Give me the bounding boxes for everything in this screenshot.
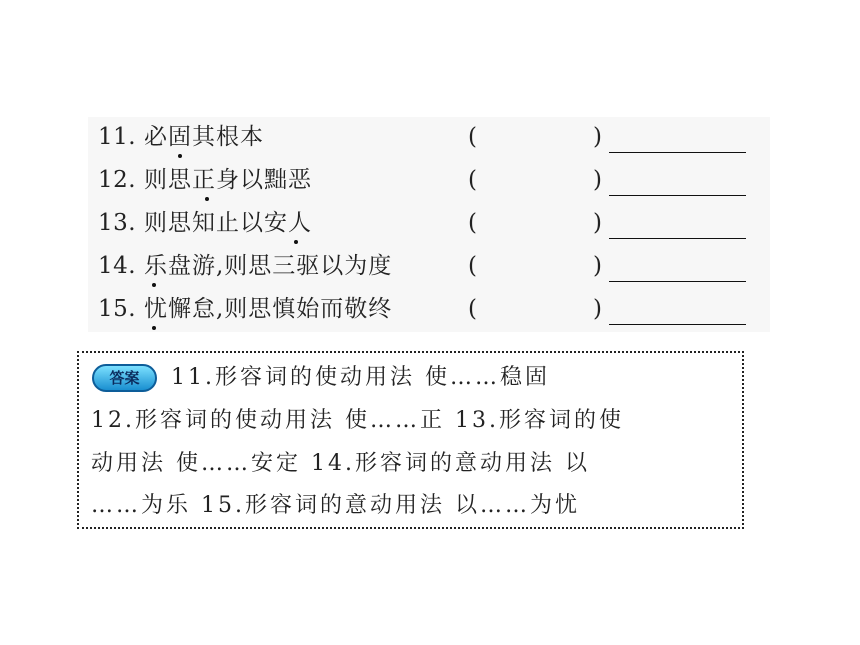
question-text: 则思正身以黜恶 [144, 167, 312, 193]
question-number: 12. [98, 167, 137, 193]
question-text: 则思知止以安人 [144, 210, 312, 236]
right-paren: ) [593, 253, 602, 279]
question-row-15 [88, 289, 770, 329]
right-paren: ) [593, 124, 602, 150]
question-text: 忧懈怠,则思慎始而敬终 [144, 296, 393, 322]
emphasis-dot [294, 240, 298, 244]
answer-blank-line[interactable] [609, 195, 746, 196]
answer-line-1: 11.形容词的使动用法 使……稳固 [171, 365, 550, 390]
question-text: 乐盘游,则思三驱以为度 [144, 253, 393, 279]
answer-badge[interactable]: 答案 [92, 364, 157, 392]
answer-blank-line[interactable] [609, 324, 746, 325]
right-paren: ) [593, 210, 602, 236]
answer-blank-line[interactable] [609, 281, 746, 282]
question-number: 15. [98, 296, 137, 322]
answer-line-2: 12.形容词的使动用法 使……正 13.形容词的使 [91, 408, 624, 433]
question-panel [88, 117, 770, 332]
right-paren: ) [593, 167, 602, 193]
question-row-13 [88, 203, 770, 243]
emphasis-dot [178, 154, 182, 158]
emphasis-dot [205, 197, 209, 201]
question-row-12 [88, 160, 770, 200]
question-text: 必固其根本 [144, 124, 264, 150]
question-row-11 [88, 117, 770, 157]
emphasis-dot [152, 283, 156, 287]
left-paren: ( [468, 253, 477, 279]
answer-blank-line[interactable] [609, 238, 746, 239]
answer-line-4: ……为乐 15.形容词的意动用法 以……为忧 [91, 493, 580, 518]
answer-line-3: 动用法 使……安定 14.形容词的意动用法 以 [91, 451, 590, 476]
question-number: 13. [98, 210, 137, 236]
left-paren: ( [468, 296, 477, 322]
left-paren: ( [468, 210, 477, 236]
question-number: 11. [98, 124, 137, 150]
right-paren: ) [593, 296, 602, 322]
emphasis-dot [152, 326, 156, 330]
question-row-14 [88, 246, 770, 286]
left-paren: ( [468, 124, 477, 150]
left-paren: ( [468, 167, 477, 193]
answer-blank-line[interactable] [609, 152, 746, 153]
question-number: 14. [98, 253, 137, 279]
answer-box [77, 351, 744, 529]
